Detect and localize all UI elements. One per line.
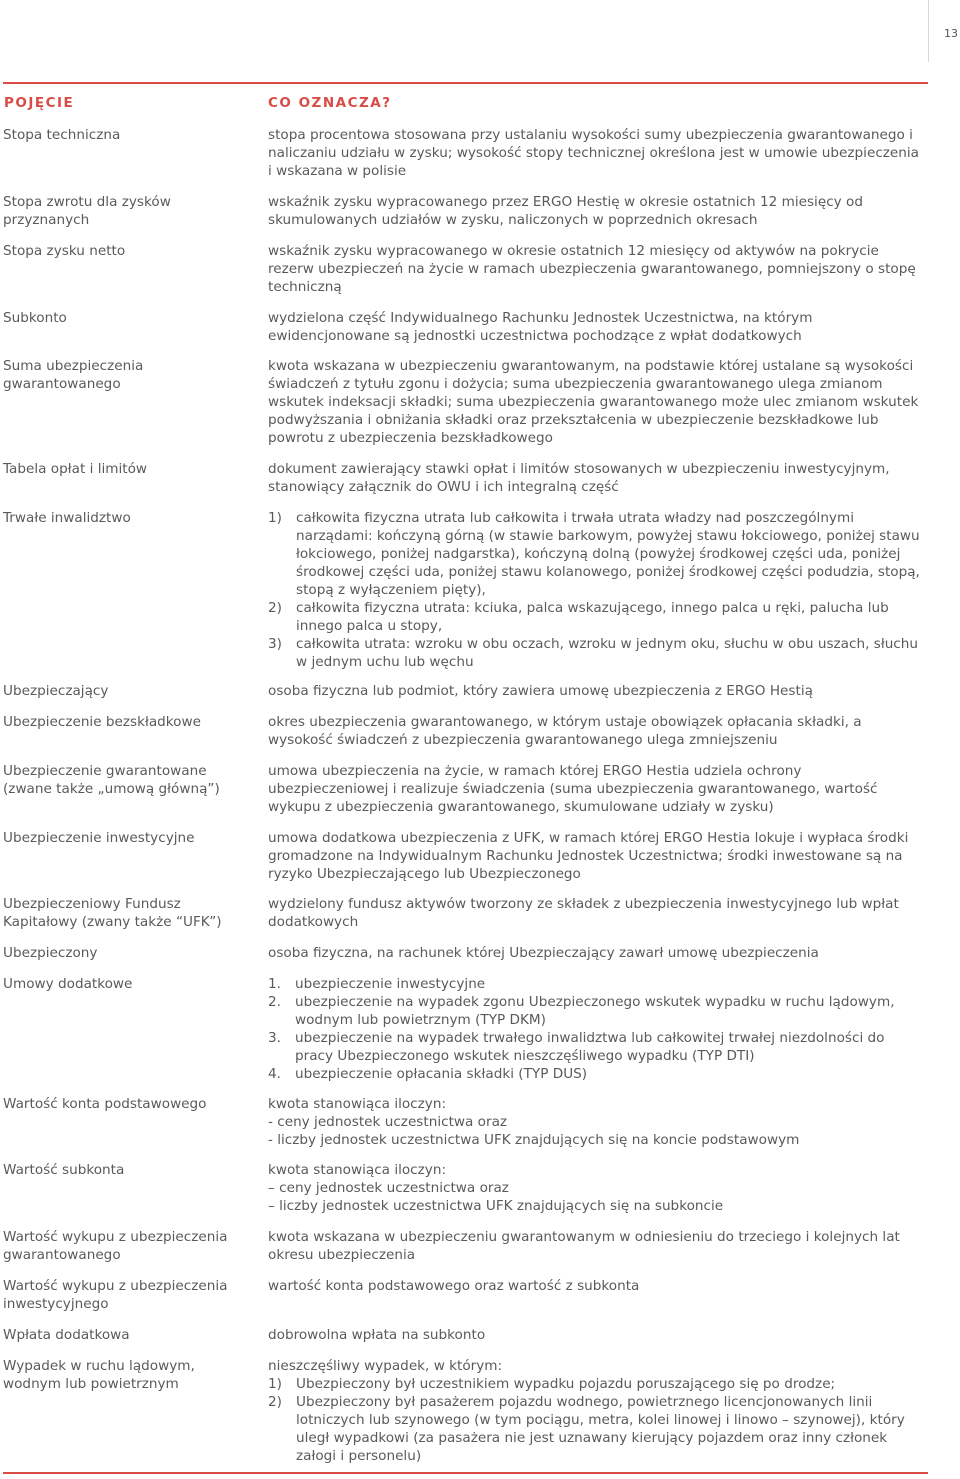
definition-line: - ceny jednostek uczestnictwa oraz (268, 1114, 508, 1130)
glossary-definition: wydzielona część Indywidualnego Rachunku Jednostek Uczestnictwa, na którym ewidencjonowane są jednostki uczestnictwa pochodzące z wpłat dodatkowych (268, 310, 813, 344)
column-header-definition: CO OZNACZA? (268, 95, 392, 111)
glossary-term: Ubezpieczeniowy Fundusz Kapitałowy (zwany także “UFK”) (3, 896, 222, 930)
definition-intro: nieszczęśliwy wypadek, w którym: (268, 1358, 503, 1374)
list-item (268, 975, 923, 993)
glossary-definition-list (268, 509, 923, 671)
glossary-definition (268, 1095, 923, 1149)
glossary-term: Suma ubezpieczenia gwarantowanego (3, 358, 144, 392)
glossary-term: Umowy dodatkowe (3, 976, 133, 992)
glossary-definition: wartość konta podstawowego oraz wartość z subkonta (268, 1278, 640, 1294)
glossary-term: Wpłata dodatkowa (3, 1327, 130, 1343)
footer-rule (3, 1472, 928, 1474)
definition-line: kwota stanowiąca iloczyn: (268, 1096, 447, 1112)
glossary-term: Wartość subkonta (3, 1162, 125, 1178)
list-item-number: 2) (268, 600, 282, 616)
list-item (268, 509, 923, 599)
glossary-term: Ubezpieczenie bezskładkowe (3, 714, 201, 730)
list-item (268, 1065, 923, 1083)
glossary-term: Wartość wykupu z ubezpieczenia gwarantowanego (3, 1229, 228, 1263)
list-item-number: 3. (268, 1030, 281, 1046)
glossary-definition: umowa dodatkowa ubezpieczenia z UFK, w ramach której ERGO Hestia lokuje i wypłaca środki gromadzone na Indywidualnym Rachunku Jednostek Uczestnictwa; środki inwestowane są na ryzyko Ubezpieczającego lub Ubezpieczonego (268, 830, 909, 882)
definition-line: – liczby jednostek uczestnictwa UFK znajdujących się na subkoncie (268, 1198, 724, 1214)
glossary-term: Tabela opłat i limitów (3, 461, 148, 477)
glossary-definition: osoba fizyczna, na rachunek której Ubezpieczający zawarł umowę ubezpieczenia (268, 945, 819, 961)
glossary-term: Ubezpieczenie gwarantowane (zwane także „umową główną”) (3, 763, 220, 797)
glossary-definition: umowa ubezpieczenia na życie, w ramach której ERGO Hestia udziela ochrony ubezpieczeniowej i realizuje świadczenia (suma ubezpieczenia gwarantowanego, wartość wykupu z ubezpieczenia gwarantowanego, skumulowane udziały w zysku) (268, 763, 878, 815)
list-item-text: całkowita fizyczna utrata: kciuka, palca wskazującego, innego palca u ręki, palucha lub innego palca u stopy, (296, 600, 889, 634)
column-header-term: POJĘCIE (4, 95, 75, 111)
list-item-number: 1) (268, 510, 282, 526)
list-item (268, 1393, 923, 1465)
glossary-definition: stopa procentowa stosowana przy ustalaniu wysokości sumy ubezpieczenia gwarantowanego i naliczaniu udziału w zysku; wysokość stopy technicznej określona jest w umowie ubezpieczenia i wskazana w polisie (268, 127, 920, 179)
list-item (268, 1029, 923, 1065)
list-item-text: ubezpieczenie inwestycyjne (295, 976, 486, 992)
glossary-term: Trwałe inwalidztwo (3, 510, 131, 526)
glossary-term: Wartość konta podstawowego (3, 1096, 207, 1112)
glossary-definition: wydzielony fundusz aktywów tworzony ze składek z ubezpieczenia inwestycyjnego lub wpłat dodatkowych (268, 896, 899, 930)
glossary-term: Wypadek w ruchu lądowym, wodnym lub powietrznym (3, 1358, 195, 1392)
list-item-text: całkowita utrata: wzroku w obu oczach, wzroku w jednym oku, słuchu w obu uszach, słuchu w jednym uchu lub węchu (296, 636, 919, 670)
list-item-text: ubezpieczenie na wypadek zgonu Ubezpieczonego wskutek wypadku w ruchu lądowym, wodnym lub powietrznym (TYP DKM) (295, 994, 895, 1028)
definition-line: kwota stanowiąca iloczyn: (268, 1162, 447, 1178)
glossary-term: Wartość wykupu z ubezpieczenia inwestycyjnego (3, 1278, 228, 1312)
glossary-definition-list (268, 1357, 923, 1465)
glossary-term: Ubezpieczony (3, 945, 98, 961)
definition-line: – ceny jednostek uczestnictwa oraz (268, 1180, 509, 1196)
list-item (268, 1375, 923, 1393)
glossary-definition (268, 1161, 923, 1215)
glossary-definition: wskaźnik zysku wypracowanego przez ERGO Hestię w okresie ostatnich 12 miesięcy od skumulowanych udziałów w zysku, naliczonych w poprzednich okresach (268, 194, 863, 228)
glossary-definition: okres ubezpieczenia gwarantowanego, w którym ustaje obowiązek opłacania składki, a wysokość świadczeń z ubezpieczenia gwarantowanego ulega zmniejszeniu (268, 714, 862, 748)
list-item-number: 4. (268, 1066, 281, 1082)
header-top-rule (3, 82, 928, 84)
glossary-term: Stopa zysku netto (3, 243, 126, 259)
list-item-text: Ubezpieczony był uczestnikiem wypadku pojazdu poruszającego się po drodze; (296, 1376, 836, 1392)
glossary-definition: kwota wskazana w ubezpieczeniu gwarantowanym, na podstawie której ustalane są wysokości świadczeń z tytułu zgonu i dożycia; suma ubezpieczenia gwarantowanego ulega zmianom wskutek indeksacji składki; suma ubezpieczenia gwarantowanego może ulec zmianom wskutek podwyższania i obniżania składki oraz przekształcenia w ubezpieczenie bezskładkowe lub powrotu z ubezpieczenia bezskładkowego (268, 358, 919, 446)
glossary-definition: dobrowolna wpłata na subkonto (268, 1327, 486, 1343)
page-number: 13 (944, 27, 958, 40)
glossary-term: Ubezpieczający (3, 683, 109, 699)
list-item (268, 635, 923, 671)
glossary-definition-list (268, 975, 923, 1083)
list-item-number: 2. (268, 994, 281, 1010)
glossary-term: Subkonto (3, 310, 67, 326)
list-item-text: całkowita fizyczna utrata lub całkowita i trwała utrata władzy nad poszczególnymi narządami: kończyną górną (w stawie barkowym, powyżej stawu łokciowego, poniżej stawu łokciowego, poniżej nadgarstka), kończyną dolną (powyżej środkowej części uda, poniżej środkowej części uda, poniżej stawu kolanowego, poniżej środkowej części podudzia, stopą, stopą z wyłączeniem pięty), (296, 510, 920, 598)
list-item-text: ubezpieczenie opłacania składki (TYP DUS) (295, 1066, 588, 1082)
list-item (268, 599, 923, 635)
list-item-number: 1. (268, 976, 281, 992)
list-item-number: 3) (268, 636, 282, 652)
definition-line: - liczby jednostek uczestnictwa UFK znajdujących się na koncie podstawowym (268, 1132, 800, 1148)
glossary-term: Stopa zwrotu dla zysków przyznanych (3, 194, 171, 228)
list-item-number: 2) (268, 1394, 282, 1410)
glossary-definition: dokument zawierający stawki opłat i limitów stosowanych w ubezpieczeniu inwestycyjnym, stanowiący załącznik do OWU i ich integralną część (268, 461, 890, 495)
glossary-term: Stopa techniczna (3, 127, 121, 143)
glossary-definition: osoba fizyczna lub podmiot, który zawiera umowę ubezpieczenia z ERGO Hestią (268, 683, 813, 699)
page-number-divider (928, 0, 929, 62)
list-item-number: 1) (268, 1376, 282, 1392)
list-item-text: ubezpieczenie na wypadek trwałego inwalidztwa lub całkowitej trwałej niezdolności do pracy Ubezpieczonego wskutek nieszczęśliwego wypadku (TYP DTI) (295, 1030, 885, 1064)
glossary-term: Ubezpieczenie inwestycyjne (3, 830, 195, 846)
glossary-definition: wskaźnik zysku wypracowanego w okresie ostatnich 12 miesięcy od aktywów na pokrycie rezerw ubezpieczeń na życie w ramach ubezpieczenia gwarantowanego, pomniejszony o stopę techniczną (268, 243, 916, 295)
list-item-text: Ubezpieczony był pasażerem pojazdu wodnego, powietrznego licencjonowanych linii lotniczych lub szynowego (w tym pociągu, metra, kolei linowej i linowo – szynowej), który uległ wypadkowi (za pasażera nie jest uznawany kierujący pojazdem oraz inny członek załogi i personelu) (296, 1394, 905, 1464)
glossary-definition: kwota wskazana w ubezpieczeniu gwarantowanym w odniesieniu do trzeciego i kolejnych lat okresu ubezpieczenia (268, 1229, 900, 1263)
list-item (268, 993, 923, 1029)
